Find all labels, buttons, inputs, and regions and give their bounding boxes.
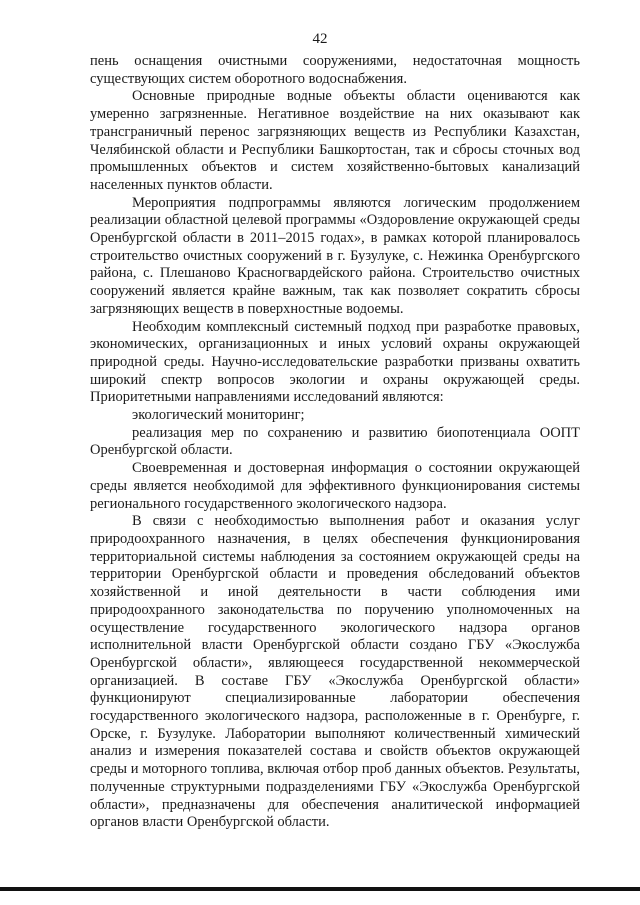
paragraph-ecoservice: В связи с необходимостью выполнения работ и оказания услуг природоохранного назначения, в целях обеспечения функционирования территориальной системы наблюдения за состоянием окружающей среды на территории Оренбургской области и проведения обследований объектов хозяйственной и иной деятельности в части соблюдения ими природоохранного законодательства по поручению уполномоченных на осуществление государственного экологического надзора органов исполнительной власти Оренбургской области создано ГБУ «Экослужба Оренбургской области», являющееся государственной некоммерческой организацией. В составе ГБУ «Экослужба Оренбургской области» функционируют специализированные лаборатории обеспечения государственного экологического надзора, расположенные в г. Оренбурге, г. Орске, г. Бузулуке. Лаборатории выполняют количественный химический анализ и измерения показателей состава и свойств объектов окружающей среды и моторного топлива, включая отбор проб данных объектов. Результаты, полученные структурными подразделениями ГБУ «Экослужба Оренбургской области», предназначены для обеспечения аналитической информацией органов власти Оренбургской области.: [90, 513, 580, 831]
body-text: [90, 53, 580, 832]
paragraph-systemic-approach: Необходим комплексный системный подход при разработке правовых, экономических, организационных и иных условий охраны окружающей природной среды. Научно-исследовательские разработки призваны охватить широкий спектр вопросов экологии и охраны окружающей среды. Приоритетными направлениями исследований являются:: [90, 318, 580, 406]
paragraph-water-bodies: Основные природные водные объекты области оцениваются как умеренно загрязненные. Негативное воздействие на них оказывают как трансграничный перенос загрязняющих веществ из Республики Казахстан, Челябинской области и Республики Башкортостан, так и сбросы сточных вод промышленных объектов и систем хозяйственно-бытовых канализаций населенных пунктов области.: [90, 88, 580, 193]
paragraph-subprogram-measures: Мероприятия подпрограммы являются логическим продолжением реализации областной целевой программы «Оздоровление окружающей среды Оренбургской области в 2011–2015 годах», в рамках которой планировалось строительство очистных сооружений в г. Бузулуке, с. Нежинка Оренбургского района, с. Плешаново Красногвардейского района. Строительство очистных сооружений является крайне важным, так как позволяет сократить сбросы загрязняющих веществ в поверхностные водоемы.: [90, 194, 580, 317]
paragraph-information: Своевременная и достоверная информация о состоянии окружающей среды является необходимой для эффективного функционирования системы регионального государственного экологического надзора.: [90, 460, 580, 512]
paragraph-continuation: пень оснащения очистными сооружениями, недостаточная мощность существующих систем оборотного водоснабжения.: [90, 53, 580, 87]
list-item-monitoring: экологический мониторинг;: [132, 407, 305, 424]
list-item-biopotential: реализация мер по сохранению и развитию биопотенциала ООПТ Оренбургской области.: [90, 424, 580, 459]
bottom-rule: [0, 887, 640, 891]
page-number: 42: [312, 31, 328, 47]
